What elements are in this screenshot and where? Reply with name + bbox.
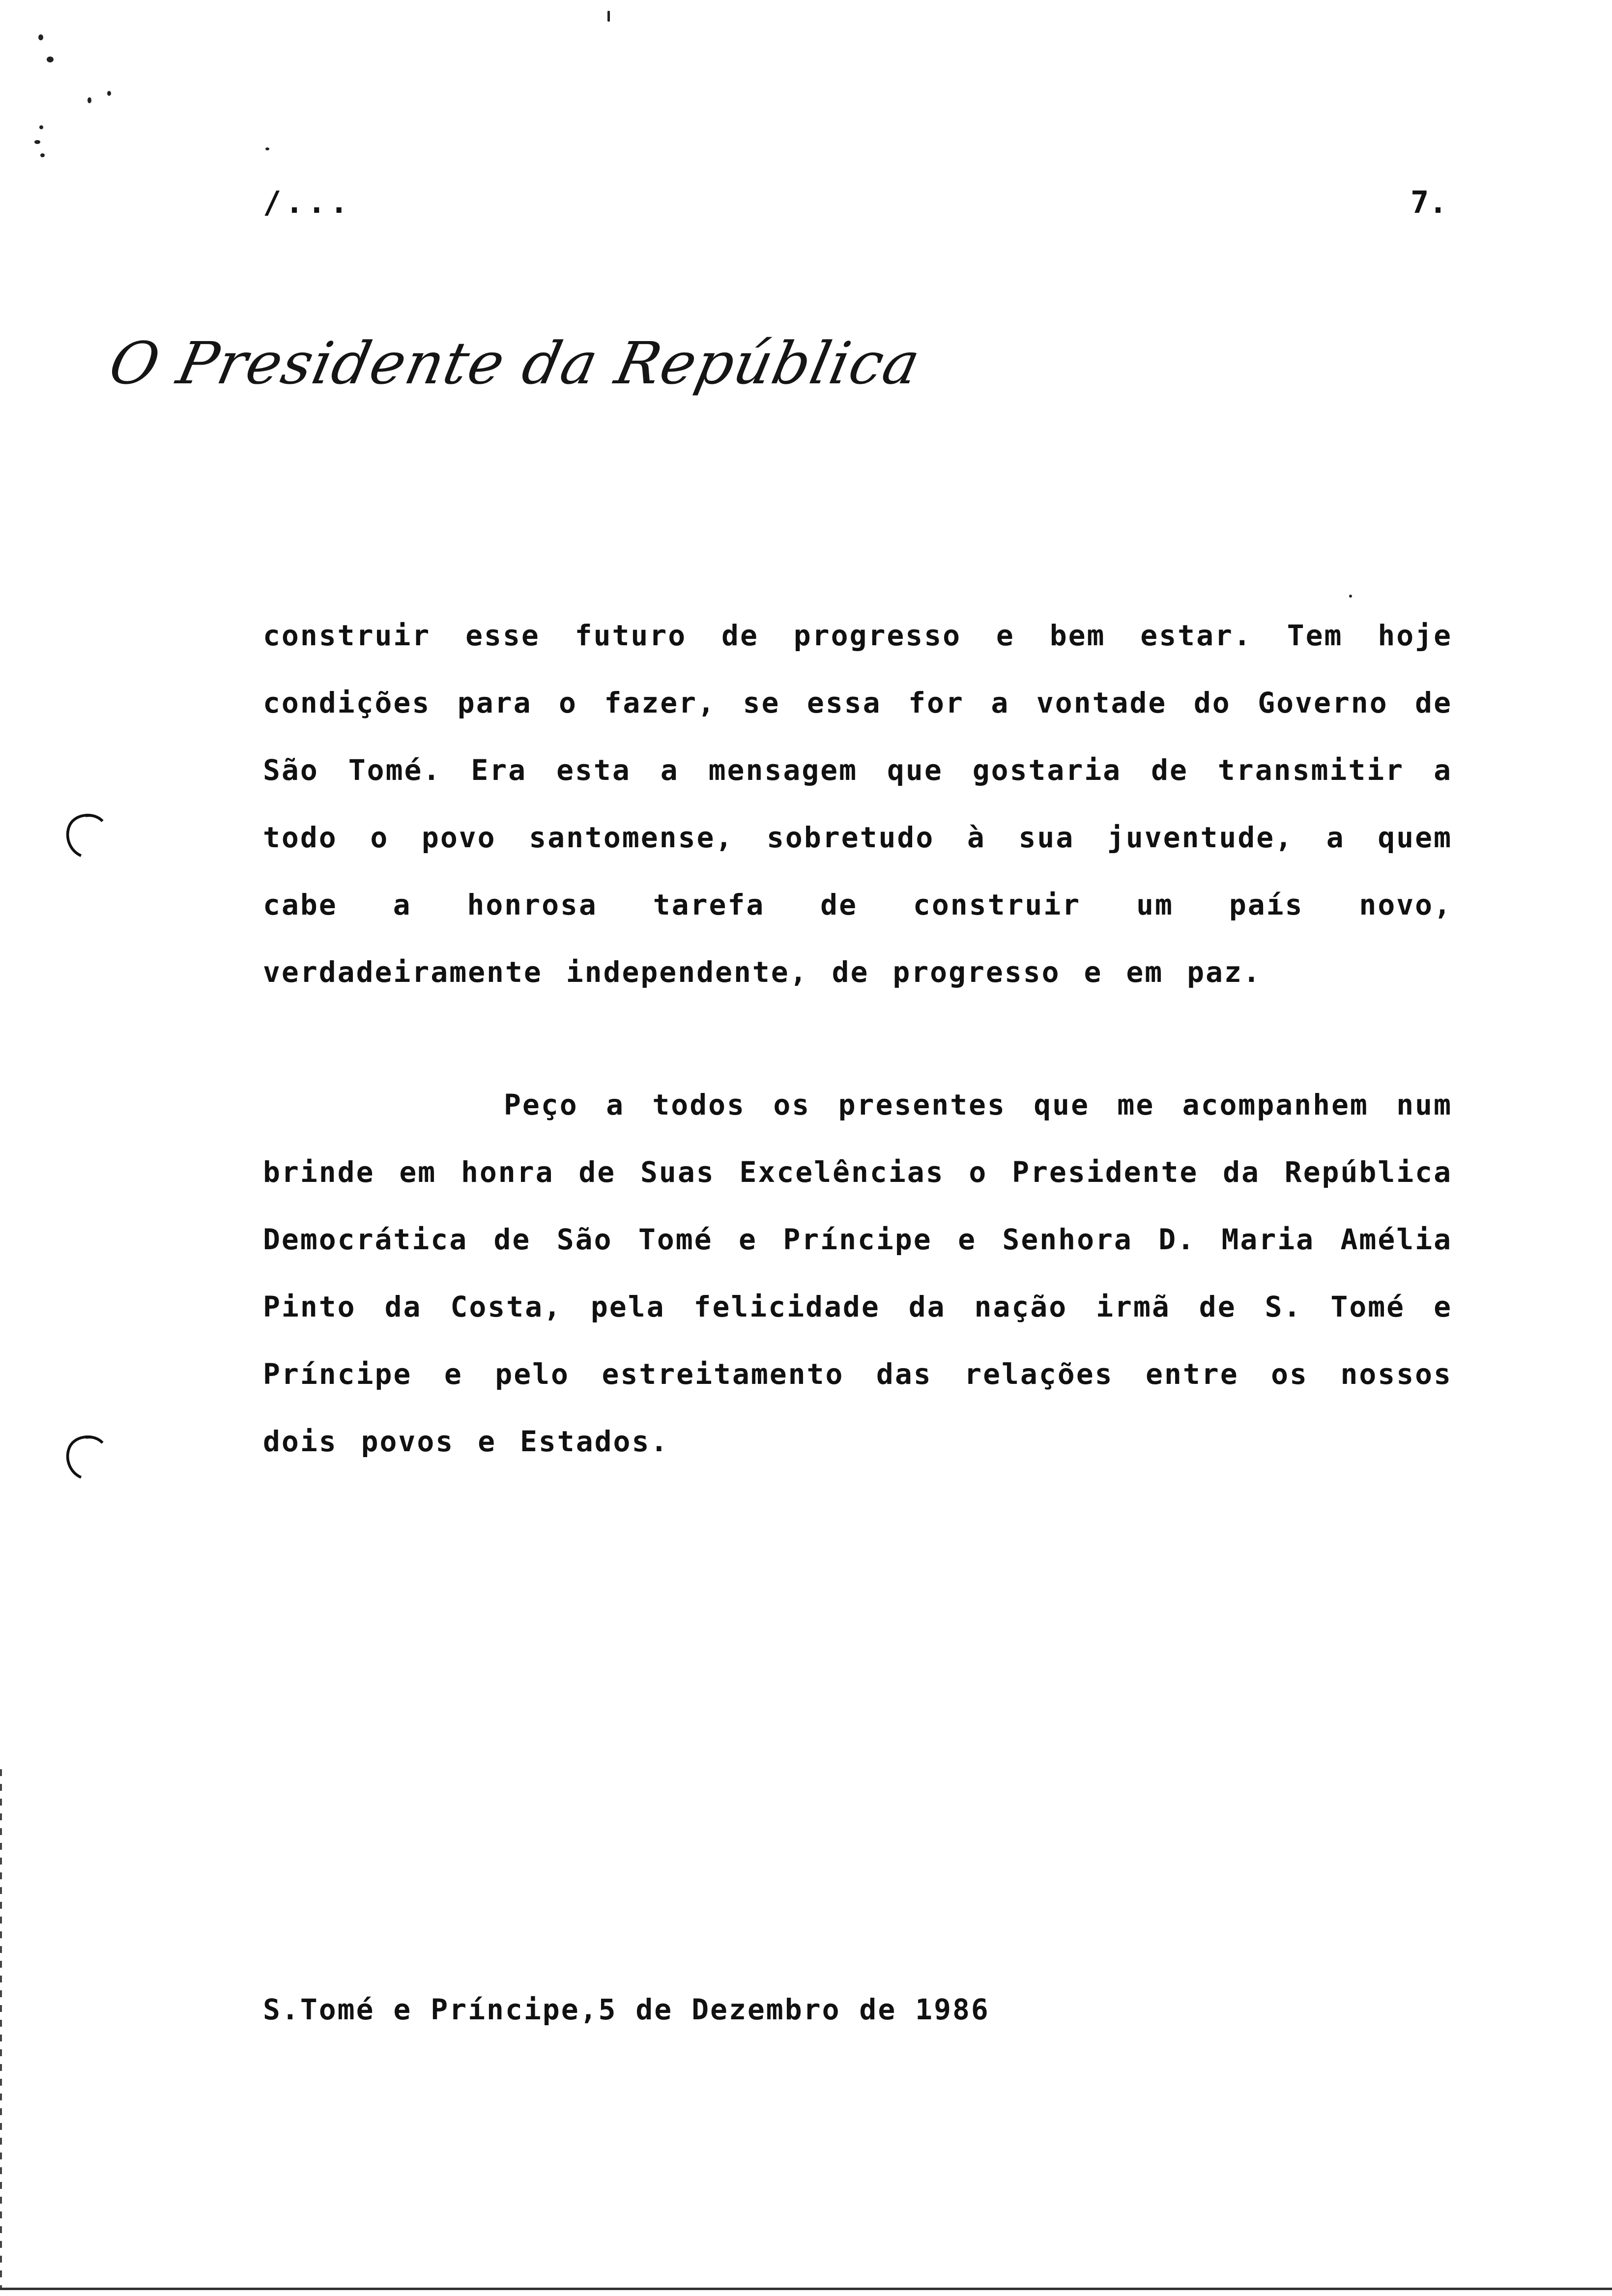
scan-speck xyxy=(607,11,610,22)
scan-speck xyxy=(265,147,269,150)
scan-speck xyxy=(34,140,40,144)
body-paragraph: construir esse futuro de progresso e bem estar. Tem hoje condições para o fazer, se essa for a vontade do Governo de São Tomé. Era esta a mensagem que gostaria de transmitir a todo o povo santomense, sobretudo à sua juventude, a quem cabe a honrosa tarefa de construir um país novo, verdadeiramente independente, de progresso e em paz. xyxy=(263,619,1452,989)
page-edge xyxy=(0,1769,2,2290)
page-bottom-edge xyxy=(0,2288,1612,2290)
scan-speck xyxy=(107,91,111,96)
scan-speck xyxy=(1349,595,1352,598)
scan-speck xyxy=(38,34,43,40)
letterhead-title: O Presidente da República xyxy=(103,329,927,397)
page-number: 7. xyxy=(1410,184,1447,220)
punch-hole-icon xyxy=(61,811,108,858)
scan-speck xyxy=(47,57,54,62)
scan-speck xyxy=(87,97,91,103)
body-paragraph: Peço a todos os presentes que me acompanhem num brinde em honra de Suas Excelências o Presidente da República Democrática de São Tomé e Príncipe e Senhora D. Maria Amélia Pinto da Costa, pela felicidade da nação irmã de S. Tomé e Príncipe e pelo estreitamento das relações entre os nossos dois povos e Estados. xyxy=(263,1088,1452,1458)
continuation-marker: /... xyxy=(263,184,352,220)
punch-hole-icon xyxy=(61,1433,108,1479)
place-date-line: S.Tomé e Príncipe,5 de Dezembro de 1986 xyxy=(263,1993,990,2026)
scan-speck xyxy=(40,153,45,157)
scan-speck xyxy=(39,125,43,129)
